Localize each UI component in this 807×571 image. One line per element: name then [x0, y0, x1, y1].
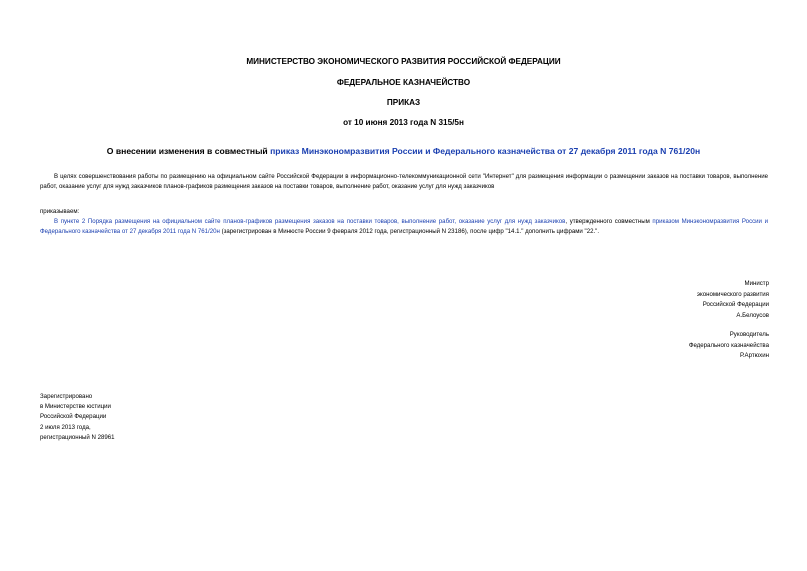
minister-title-line2: экономического развития [696, 290, 769, 298]
ministry-heading: МИНИСТЕРСТВО ЭКОНОМИЧЕСКОГО РАЗВИТИЯ РОССИЙСКОЙ ФЕДЕРАЦИИ [246, 57, 561, 66]
date-number-heading: от 10 июня 2013 года N 315/5н [343, 118, 464, 127]
body-text-1: , утвержденного совместным [565, 218, 653, 225]
treasury-heading: ФЕДЕРАЛЬНОЕ КАЗНАЧЕЙСТВО [336, 78, 471, 87]
minister-title-line1: Министр [744, 280, 769, 287]
treasury-head-name: Р.Артюхин [739, 352, 769, 359]
minister-title-line3: Российской Федерации [702, 301, 769, 308]
body-paragraph [40, 217, 768, 237]
registration-line5: регистрационный N 28961 [40, 433, 115, 441]
treasury-head-signature [569, 330, 769, 362]
minister-signature [569, 279, 769, 321]
registration-line4: 2 июля 2013 года, [40, 423, 91, 431]
registration-line1: Зарегистрировано [40, 393, 93, 400]
registration-line2: в Министерстве юстиции [40, 403, 111, 411]
order-word: приказываем: [40, 208, 80, 215]
procedure-link[interactable]: В пункте 2 Порядка размещения на официальном сайте планов-графиков размещения заказов на поставки товаров, выполнение работ, оказание услуг для нужд заказчиков [54, 218, 566, 225]
preamble-paragraph: В целях совершенствования работы по размещению на официальном сайте Российской Федерации в информационно-телекоммуникационной сети "Интернет" для размещения информации о размещении заказов на поставки товаров, выполнение работ, оказание услуг для нужд заказчиков планов-графиков размещения заказов на поставки товаров, выполнение работ, оказание услуг для нужд заказчиков [40, 173, 768, 190]
joint-order-link[interactable]: приказом Минэкономразвития России и Федерального казначейства от 27 декабря 2011 года N 761/20н [40, 218, 769, 235]
minister-name: А.Белоусов [736, 311, 769, 319]
doc-type-heading: ПРИКАЗ [386, 98, 421, 107]
body-text-2: (зарегистрирован в Минюсте России 9 февраля 2012 года, регистрационный N 23186), после цифр "14.1." дополнить цифрами "22.". [219, 228, 600, 235]
registration-line3: Российской Федерации [40, 413, 107, 421]
document-title [0, 146, 807, 156]
registration-block [40, 392, 240, 443]
treasury-head-title-line1: Руководитель [729, 331, 769, 338]
treasury-head-title-line2: Федерального казначейства [688, 341, 769, 349]
title-order-link[interactable]: приказ Минэкономразвития России и Федерального казначейства от 27 декабря 2011 года N 761/20н [270, 146, 701, 156]
title-prefix: О внесении изменения в совместный [106, 146, 271, 156]
